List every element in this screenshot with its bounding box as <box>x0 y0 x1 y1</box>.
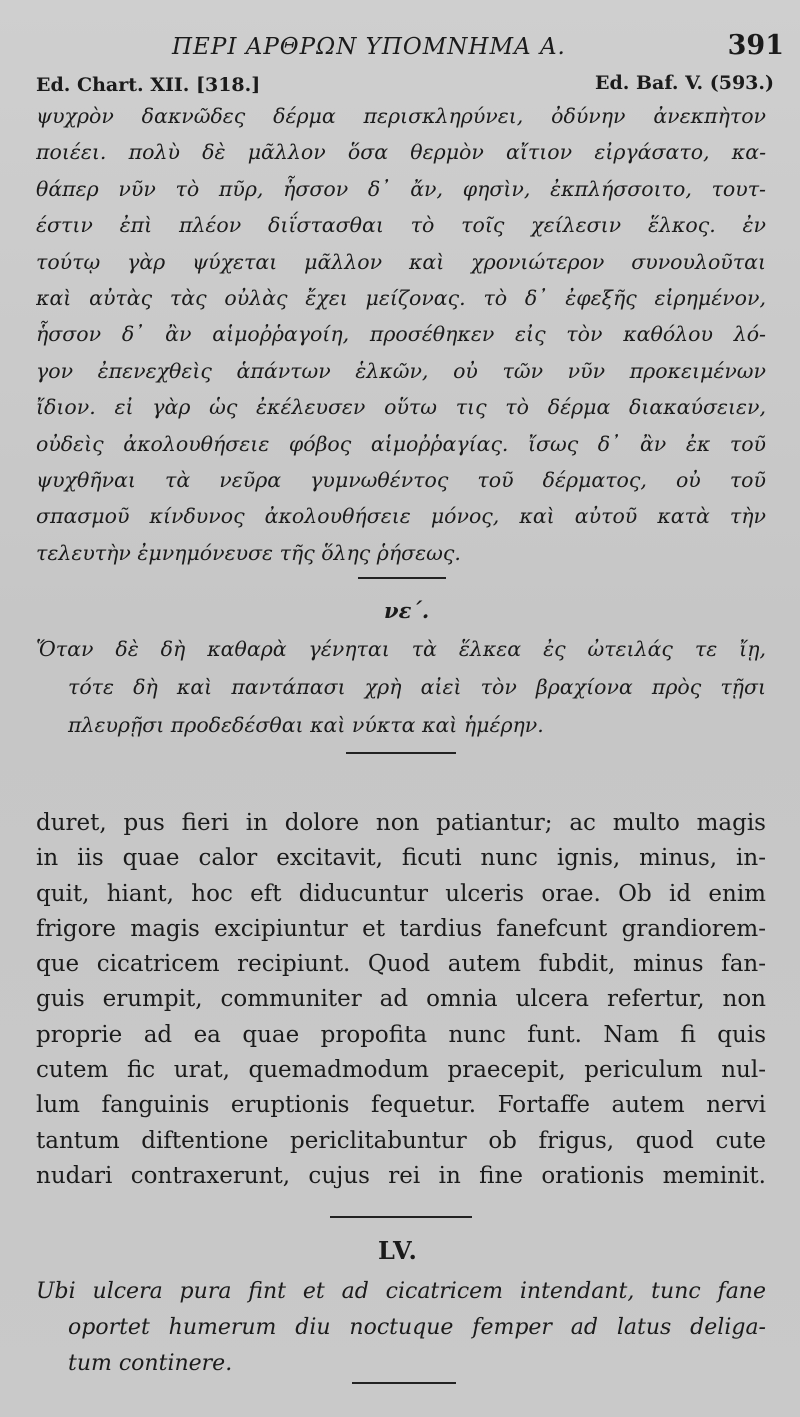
text-line: oportet humerum diu noctuque femper ad latus deliga- <box>68 1315 766 1340</box>
edition-ref-left: Ed. Chart. XII. [318.] <box>36 74 261 96</box>
greek-section-number: νε΄. <box>384 598 430 623</box>
greek-aphorism <box>36 630 766 744</box>
text-line: in iis quae calor excitavit, ficuti nunc ignis, minus, in- <box>36 845 766 872</box>
page-number: 391 <box>727 30 784 61</box>
text-line: guis erumpit, communiter ad omnia ulcera refertur, non <box>36 986 766 1013</box>
text-line: nudari contraxerunt, cujus rei in fine orationis meminit. <box>36 1162 766 1189</box>
text-line: tum continere. <box>68 1351 233 1376</box>
text-line: tantum diftentione periclitabuntur ob frigus, quod cute <box>36 1127 766 1154</box>
text-line: quit, hiant, hoc eft diducuntur ulceris orae. Ob id enim <box>36 880 766 907</box>
text-line: τότε δὴ καὶ παντάπασι χρὴ αἰεὶ τὸν βραχίονα πρὸς τῇσι <box>68 675 766 699</box>
section-rule <box>346 752 456 754</box>
text-line: πλευρῇσι προδεδέσθαι καὶ νύκτα καὶ ἡμέρην. <box>68 713 544 737</box>
text-line: ἴδιον. εἰ γὰρ ὡς ἐκέλευσεν οὕτω τις τὸ δέρμα διακαύσειεν, <box>36 395 766 420</box>
section-rule <box>358 577 446 579</box>
latin-section-number: LV. <box>378 1236 418 1265</box>
latin-commentary <box>36 806 766 1194</box>
text-line: que cicatricem recipiunt. Quod autem fubdit, minus fan- <box>36 951 766 978</box>
text-line: ψυχθῆναι τὰ νεῦρα γυμνωθέντος τοῦ δέρματος, οὐ τοῦ <box>36 468 766 493</box>
text-line: cutem fic urat, quemadmodum praecepit, periculum nul- <box>36 1057 766 1084</box>
text-line: έστιν ἐπὶ πλέον διΐστασθαι τὸ τοῖς χείλεσιν ἕλκος. ἐν <box>36 213 766 238</box>
text-line: ποιέει. πολὺ δὲ μᾶλλον ὅσα θερμὸν αἴτιον εἰργάσατο, κα- <box>36 140 766 165</box>
greek-commentary <box>36 98 766 571</box>
text-line: ψυχρὸν δακνῶδες δέρμα περισκληρύνει, ὀδύνην ἀνεκπὴτον <box>36 104 766 128</box>
text-line: Ubi ulcera pura fint et ad cicatricem intendant, tunc fane <box>36 1279 766 1304</box>
latin-aphorism <box>36 1274 766 1382</box>
text-line: καὶ αὐτὰς τὰς οὐλὰς ἔχει μείζονας. τὸ δ᾽ ἐφεξῆς εἰρημένον, <box>36 286 766 311</box>
text-line: τελευτὴν ἐμνημόνευσε τῆς ὅλης ῥήσεως. <box>36 540 461 565</box>
text-line: frigore magis excipiuntur et tardius fanefcunt grandiorem- <box>36 915 766 942</box>
text-line: Ὅταν δὲ δὴ καθαρὰ γένηται τὰ ἕλκεα ἐς ὠτειλάς τε ἴῃ, <box>36 637 766 661</box>
text-line: duret, pus fieri in dolore non patiantur; ac multo magis <box>36 810 766 836</box>
text-line: ἧσσον δ᾽ ἂν αἱμοῤῥαγοίη, προσέθηκεν εἰς τὸν καθόλου λό- <box>36 322 766 347</box>
text-line: θάπερ νῦν τὸ πῦρ, ἧσσον δ᾽ ἄν, φησὶν, ἐκπλήσσοιτο, τουτ- <box>36 176 766 201</box>
text-line: σπασμοῦ κίνδυνος ἀκολουθήσειε μόνος, καὶ αὐτοῦ κατὰ τὴν <box>36 504 766 529</box>
edition-ref-right: Ed. Baf. V. (593.) <box>595 72 774 94</box>
text-line: τούτῳ γὰρ ψύχεται μᾶλλον καὶ χρονιώτερον συνουλοῦται <box>36 249 766 274</box>
text-line: γον ἐπενεχθεὶς ἁπάντων ἑλκῶν, οὐ τῶν νῦν προκειμένων <box>36 358 766 383</box>
text-line: οὐδεὶς ἀκολουθήσειε φόβος αἱμοῤῥαγίας. ἴσως δ᾽ ἂν ἐκ τοῦ <box>36 431 766 456</box>
running-title: ΠΕΡΙ ΑΡΘΡΩΝ ΥΠΟΜΝΗΜΑ Α. <box>172 34 566 60</box>
text-line: proprie ad ea quae propofita nunc funt. Nam fi quis <box>36 1021 766 1048</box>
text-line: lum fanguinis eruptionis fequetur. Fortaffe autem nervi <box>36 1092 766 1119</box>
section-rule <box>330 1216 472 1218</box>
section-rule <box>352 1382 456 1384</box>
